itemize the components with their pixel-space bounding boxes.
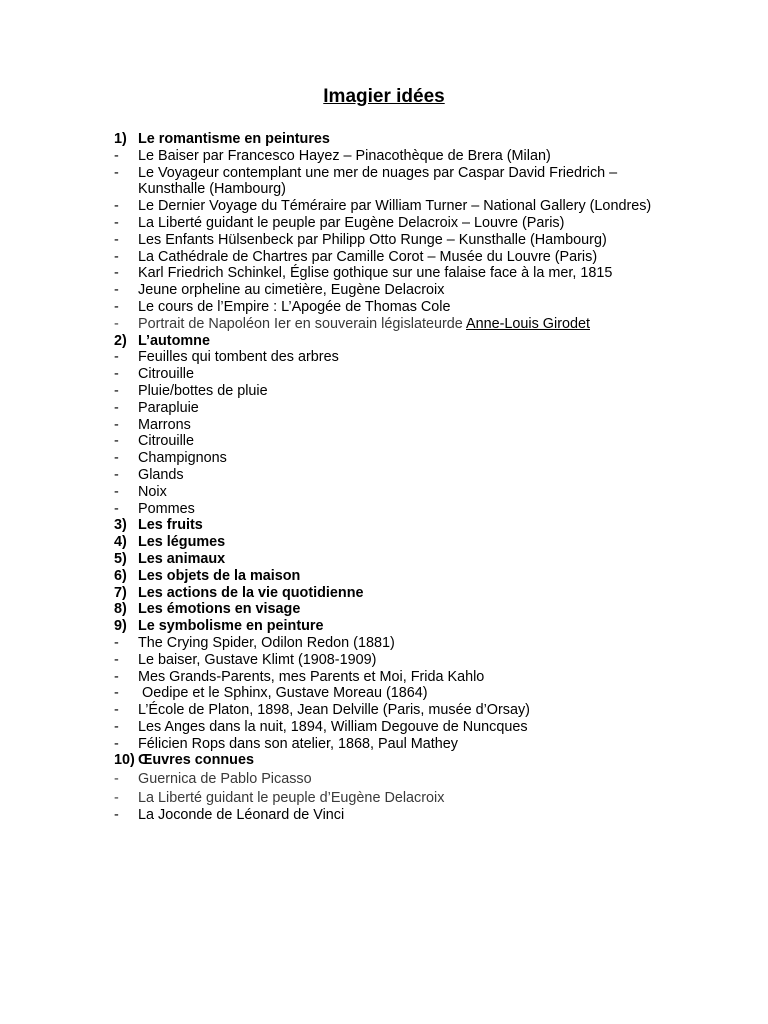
document-content [114, 131, 674, 824]
list-item-text: Les Anges dans la nuit, 1894, William Degouve de Nuncques [138, 718, 528, 735]
bullet-dash: - [114, 298, 119, 315]
bullet-dash: - [114, 806, 119, 823]
bullet-dash: - [114, 248, 119, 265]
section-heading [114, 534, 674, 551]
bullet-dash: - [114, 668, 119, 685]
bullet-dash: - [114, 382, 119, 399]
section-title: L’automne [138, 332, 210, 349]
section-title: Les actions de la vie quotidienne [138, 584, 364, 601]
list-item [114, 148, 674, 165]
list-item-text: Karl Friedrich Schinkel, Église gothique sur une falaise face à la mer, 1815 [138, 265, 613, 282]
bullet-dash: - [114, 433, 119, 450]
list-item-text: La Cathédrale de Chartres par Camille Corot – Musée du Louvre (Paris) [138, 248, 598, 265]
list-item-text: Parapluie [138, 399, 199, 416]
list-item [114, 366, 674, 383]
section-number: 3) [114, 517, 127, 534]
list-item [114, 652, 674, 669]
bullet-dash: - [114, 466, 119, 483]
list-item [114, 807, 674, 824]
document-title: Imagier idées [323, 86, 445, 107]
list-item-text: Les Enfants Hülsenbeck par Philipp Otto Runge – Kunsthalle (Hambourg) [138, 231, 607, 248]
list-item-text: Jeune orpheline au cimetière, Eugène Delacroix [138, 282, 445, 299]
bullet-dash: - [114, 483, 119, 500]
list-item-text: Félicien Rops dans son atelier, 1868, Paul Mathey [138, 735, 458, 752]
list-item-text: Oedipe et le Sphinx, Gustave Moreau (1864) [138, 685, 428, 702]
list-item-text: Citrouille [138, 433, 194, 450]
list-item-text: Pommes [138, 500, 195, 517]
section-heading [114, 585, 674, 602]
list-item [114, 467, 674, 484]
bullet-dash: - [114, 214, 119, 231]
list-item [114, 417, 674, 434]
section-heading [114, 568, 674, 585]
list-item-text: Noix [138, 483, 167, 500]
bullet-dash: - [114, 198, 119, 215]
list-item [114, 265, 674, 282]
section-title: Les animaux [138, 550, 226, 567]
list-item [114, 249, 674, 266]
list-item [114, 685, 674, 702]
list-item [114, 232, 674, 249]
section-title: Les objets de la maison [138, 567, 301, 584]
list-item-text: Le Dernier Voyage du Téméraire par William Turner – National Gallery (Londres) [138, 198, 652, 215]
bullet-dash: - [114, 164, 119, 181]
list-item-text: Le cours de l’Empire : L’Apogée de Thomas Cole [138, 298, 451, 315]
list-item-text: Pluie/bottes de pluie [138, 382, 268, 399]
bullet-dash: - [114, 790, 119, 807]
bullet-dash: - [114, 265, 119, 282]
list-item-text: Glands [138, 466, 184, 483]
bullet-dash: - [114, 231, 119, 248]
bullet-dash: - [114, 315, 119, 332]
bullet-dash: - [114, 735, 119, 752]
list-item-text: L’École de Platon, 1898, Jean Delville (Paris, musée d’Orsay) [138, 702, 530, 719]
bullet-dash: - [114, 450, 119, 467]
list-item-text: Marrons [138, 416, 191, 433]
bullet-dash: - [114, 416, 119, 433]
bullet-dash: - [114, 718, 119, 735]
list-item [114, 400, 674, 417]
list-item [114, 719, 674, 736]
list-item [114, 501, 674, 518]
bullet-dash: - [114, 651, 119, 668]
section-title: Les fruits [138, 517, 203, 534]
list-item [114, 165, 674, 199]
list-item-text: Mes Grands-Parents, mes Parents et Moi, Frida Kahlo [138, 668, 485, 685]
list-item [114, 484, 674, 501]
list-item-text: Citrouille [138, 366, 194, 383]
section-title: Les émotions en visage [138, 601, 301, 618]
section-heading [114, 618, 674, 635]
section-heading [114, 131, 674, 148]
bullet-dash: - [114, 366, 119, 383]
list-item [114, 790, 674, 807]
bullet-dash: - [114, 349, 119, 366]
section-title: Œuvres connues [138, 752, 254, 769]
bullet-dash: - [114, 771, 119, 788]
bullet-dash: - [114, 634, 119, 651]
bullet-dash: - [114, 399, 119, 416]
bullet-dash: - [114, 500, 119, 517]
list-item [114, 349, 674, 366]
list-item [114, 736, 674, 753]
list-item [114, 450, 674, 467]
list-item [114, 282, 674, 299]
list-item-text: Le Baiser par Francesco Hayez – Pinacothèque de Brera (Milan) [138, 147, 551, 164]
section-heading [114, 601, 674, 618]
section-title: Le symbolisme en peinture [138, 618, 324, 635]
bullet-dash: - [114, 282, 119, 299]
list-item [114, 198, 674, 215]
list-item [114, 669, 674, 686]
section-title: Le romantisme en peintures [138, 131, 330, 147]
list-item [114, 299, 674, 316]
section-heading [114, 333, 674, 350]
section-heading [114, 517, 674, 534]
list-item [114, 383, 674, 400]
list-item-text: Champignons [138, 450, 227, 467]
section-heading [114, 551, 674, 568]
section-number: 9) [114, 618, 127, 635]
artist-link[interactable]: Anne-Louis Girodet [466, 315, 590, 332]
list-item-text: La Liberté guidant le peuple par Eugène Delacroix – Louvre (Paris) [138, 214, 565, 231]
bullet-dash: - [114, 147, 119, 164]
list-item-text: Feuilles qui tombent des arbres [138, 349, 339, 366]
section-number: 4) [114, 534, 127, 551]
section-number: 10) [114, 752, 135, 769]
section-number: 6) [114, 567, 127, 584]
list-item-text: Le baiser, Gustave Klimt (1908-1909) [138, 651, 377, 668]
section-number: 8) [114, 601, 127, 618]
list-item [114, 316, 674, 333]
list-item-text: Le Voyageur contemplant une mer de nuages par Caspar David Friedrich – Kunsthalle (Hambourg) [138, 164, 618, 198]
section-number: 5) [114, 550, 127, 567]
list-item-text: La Joconde de Léonard de Vinci [138, 806, 345, 823]
list-item-text: La Liberté guidant le peuple d’Eugène Delacroix [138, 790, 445, 807]
list-item-text-part: Portrait de Napoléon Ier en souverain législateurde [138, 315, 466, 332]
list-item [114, 635, 674, 652]
section-number: 2) [114, 332, 127, 349]
bullet-dash: - [114, 685, 119, 702]
bullet-dash: - [114, 702, 119, 719]
list-item [114, 771, 674, 788]
list-item [114, 215, 674, 232]
list-item [114, 702, 674, 719]
list-item-text: The Crying Spider, Odilon Redon (1881) [138, 634, 395, 651]
list-item-text: Guernica de Pablo Picasso [138, 771, 312, 788]
section-number: 7) [114, 584, 127, 601]
section-title: Les légumes [138, 534, 226, 551]
section-number: 1) [114, 131, 127, 147]
list-item-text [138, 316, 674, 333]
list-item [114, 433, 674, 450]
section-heading [114, 752, 674, 769]
